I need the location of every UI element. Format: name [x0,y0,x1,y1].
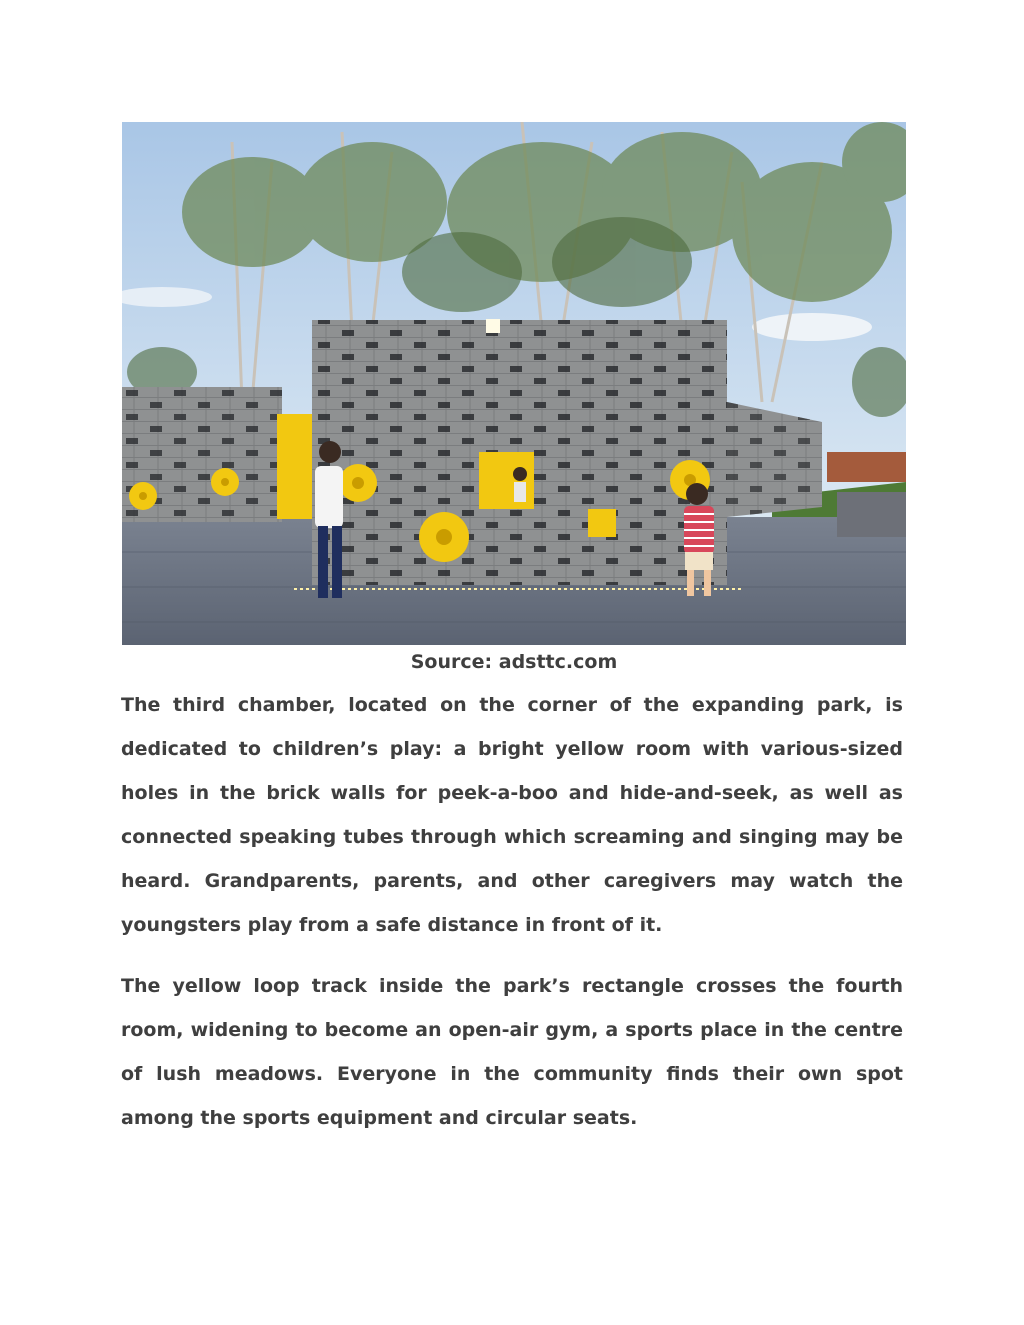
article-photo [122,122,906,645]
paragraph-loop-track: The yellow loop track inside the park’s rectangle crosses the fourth room, widening to become an open-air gym, a sports place in the centre of lush meadows. Everyone in the community finds their own spot among the sports equipment and circular seats. [121,975,903,1129]
image-caption: Source: adsttc.com [410,651,618,673]
paragraph-third-chamber: The third chamber, located on the corner of the expanding park, is dedicated to children’s play: a bright yellow room with various-sized holes in the brick walls for peek-a-boo and hide-and-seek, as well as connected speaking tubes through which screaming and singing may be heard. Grandparents, parents, and other caregivers may watch the youngsters play from a safe distance in front of it. [121,694,903,936]
